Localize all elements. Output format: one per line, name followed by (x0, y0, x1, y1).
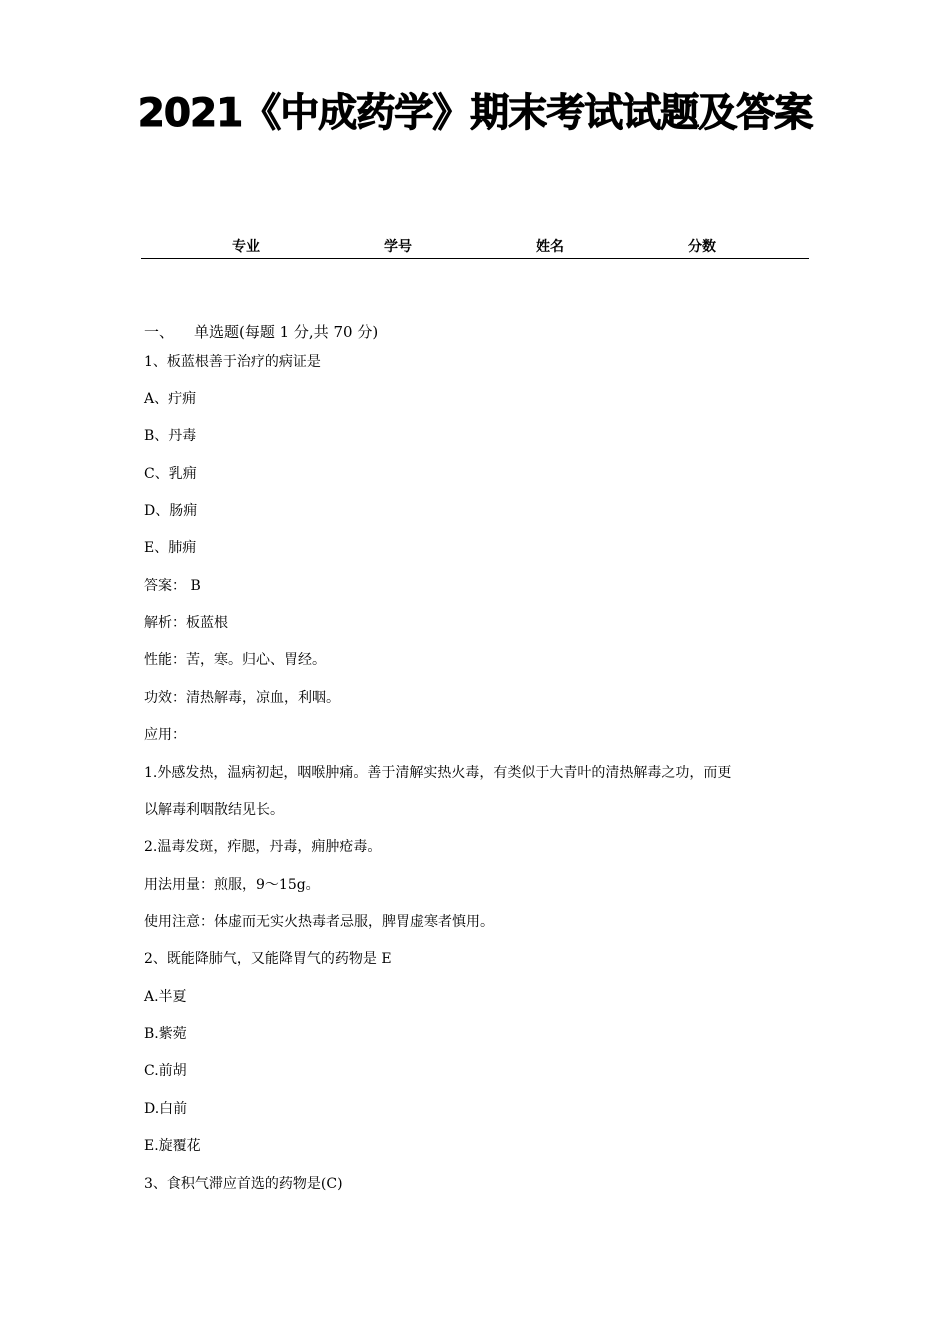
section-number: 一、 (144, 323, 175, 341)
answer-option: D.白前 (144, 1101, 188, 1117)
explanation-line: 解析：板蓝根 (144, 615, 228, 631)
explanation-line: 2.温毒发斑，痄腮，丹毒，痈肿疮毒。 (144, 839, 382, 855)
section-title: 单选题(每题 1 分,共 70 分) (194, 323, 379, 341)
answer-option: B、丹毒 (144, 428, 197, 444)
answer-option: E、肺痈 (144, 540, 197, 556)
document-title: 2021《中成药学》期末考试试题及答案 (137, 91, 813, 136)
question-text: 2、既能降肺气，又能降胃气的药物是 E (144, 951, 392, 967)
student-info-row (141, 237, 809, 259)
student-id-label: 学号 (384, 239, 412, 255)
major-label: 专业 (232, 239, 260, 255)
score-label: 分数 (688, 239, 716, 255)
answer-key: 答案： B (144, 578, 201, 594)
question-text: 3、食积气滞应首选的药物是(C) (144, 1176, 343, 1192)
answer-option: A、疔痈 (144, 391, 197, 407)
explanation-line: 功效：清热解毒，凉血，利咽。 (144, 690, 340, 706)
question-text: 1、板蓝根善于治疗的病证是 (144, 354, 321, 370)
explanation-line: 应用： (144, 727, 186, 743)
answer-option: A.半夏 (144, 989, 187, 1005)
answer-option: D、肠痈 (144, 503, 198, 519)
answer-option: B.紫菀 (144, 1026, 187, 1042)
explanation-line: 用法用量：煎服，9～15g。 (144, 877, 320, 893)
section-heading (144, 322, 378, 342)
answer-option: E.旋覆花 (144, 1138, 201, 1154)
name-label: 姓名 (536, 239, 564, 255)
explanation-line: 以解毒利咽散结见长。 (144, 802, 284, 818)
explanation-line: 性能：苦，寒。归心、胃经。 (144, 652, 326, 668)
explanation-line: 1.外感发热，温病初起，咽喉肿痛。善于清解实热火毒，有类似于大青叶的清热解毒之功，而更 (144, 765, 732, 781)
answer-option: C、乳痈 (144, 466, 197, 482)
answer-option: C.前胡 (144, 1063, 187, 1079)
explanation-line: 使用注意：体虚而无实火热毒者忌服，脾胃虚寒者慎用。 (144, 914, 494, 930)
